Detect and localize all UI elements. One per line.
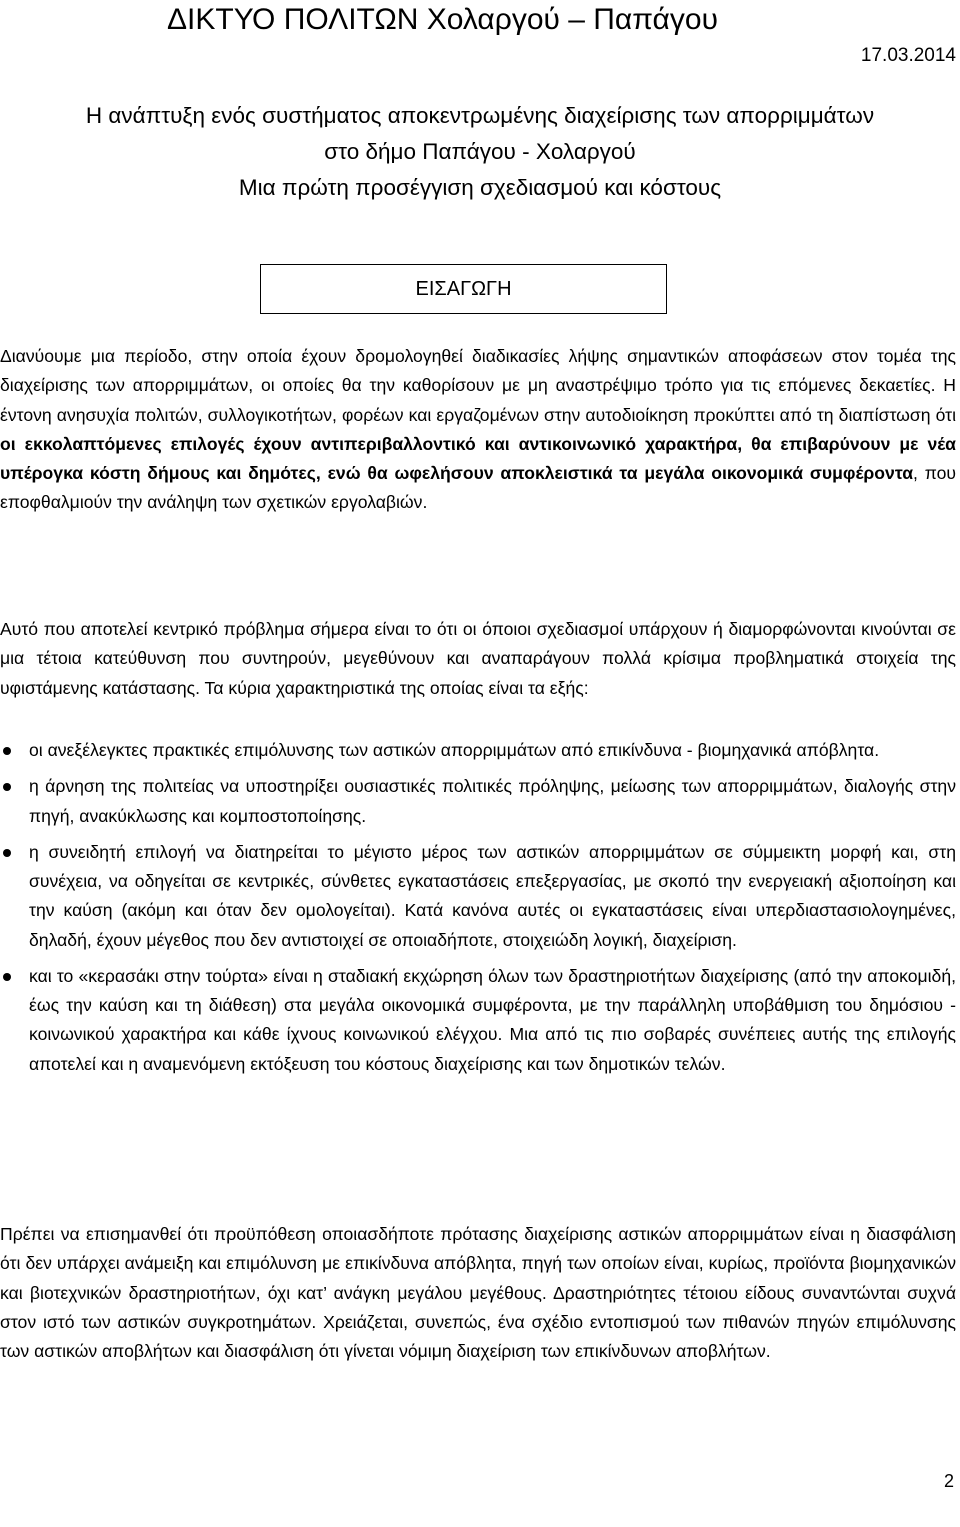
section-heading: ΕΙΣΑΓΩΓΗ <box>415 277 512 300</box>
bullet-icon <box>3 783 11 791</box>
page-number: 2 <box>943 1471 954 1491</box>
problem-paragraph: Αυτό που αποτελεί κεντρικό πρόβλημα σήμερα είναι το ότι οι όποιοι σχεδιασμοί υπάρχουν ή διαμορφώνονται κινούνται σε μια τέτοια κατεύθυνση που συντηρούν, μεγεθύνουν και αναπαράγουν πολλά κρίσιμα προβληματικά στοιχεία της υφιστάμενης κατάστασης. Τα κύρια χαρακτηριστικά της οποίας είναι τα εξής: <box>0 619 956 698</box>
intro-text-2: , που εποφθαλμιούν την ανάληψη των σχετικών εργολαβιών. <box>0 463 957 513</box>
document-title <box>0 98 960 206</box>
title-line-2: στο δήμο Παπάγου - Χολαργού <box>324 139 636 164</box>
bullet-icon <box>3 973 11 981</box>
org-title: ΔΙΚΤΥΟ ΠΟΛΙΤΩΝ Χολαργού – Παπάγου <box>167 3 718 36</box>
title-line-3: Μια πρώτη προσέγγιση σχεδιασμού και κόστους <box>238 175 722 200</box>
list-item-text: οι ανεξέλεγκτες πρακτικές επιμόλυνσης των αστικών απορριμμάτων από επικίνδυνα - βιομηχανικά απόβλητα. <box>29 740 880 760</box>
list-item <box>0 838 956 955</box>
section-heading-box <box>260 264 667 314</box>
intro-bold-text: οι εκκολαπτόμενες επιλογές έχουν αντιπεριβαλλοντικό και αντικοινωνικό χαρακτήρα, θα επιβαρύνουν με νέα υπέρογκα κόστη δήμους και δημότες, ενώ θα ωφελήσουν αποκλειστικά τα μεγάλα οικονομικά συμφέροντα <box>0 433 956 483</box>
list-item-text: η άρνηση της πολιτείας να υποστηρίξει ουσιαστικές πολιτικές πρόληψης, μείωσης των απορριμμάτων, διαλογής στην πηγή, ανακύκλωσης και κομποστοποίησης. <box>29 776 956 826</box>
list-item <box>0 962 956 1079</box>
document-date: 17.03.2014 <box>860 45 956 66</box>
list-item-text: και το «κερασάκι στην τούρτα» είναι η σταδιακή εκχώρηση όλων των δραστηριοτήτων διαχείρισης (από την αποκομιδή, έως την καύση και τη διάθεση) στα μεγάλα οικονομικά συμφέροντα, με την παράλληλη υποβάθμιση του δημόσιου - κοινωνικού χαρακτήρα και κάθε ίχνους κοινωνικού ελέγχου. Μια από τις πιο σοβαρές συνέπειες αυτής της επιλογής αποτελεί και η αναμενόμενη εκτόξευση του κόστους διαχείρισης και των δημοτικών τελών. <box>29 965 956 1074</box>
characteristics-list <box>0 736 956 1086</box>
bullet-icon <box>3 849 11 857</box>
list-item-text: η συνειδητή επιλογή να διατηρείται το μέγιστο μέρος των αστικών απορριμμάτων σε σύμμεικτη μορφή και, στη συνέχεια, να οδηγείται σε κεντρικές, σύνθετες εγκαταστάσεις επεξεργασίας, με σκοπό την ενεργειακή αξιοποίηση και την καύση (ακόμη και όταν δεν ομολογείται). Κατά κανόνα αυτές οι εγκαταστάσεις είναι υπερδιαστασιολογημένες, δηλαδή, έχουν μέγεθος που δεν αντιστοιχεί σε οποιαδήποτε, στοιχειώδη λογική, διαχείριση. <box>29 841 956 950</box>
list-item <box>0 736 956 765</box>
intro-text-1: Διανύουμε μια περίοδο, στην οποία έχουν δρομολογηθεί διαδικασίες λήψης σημαντικών αποφάσεων στον τομέα της διαχείρισης των απορριμμάτων, οι οποίες θα την καθορίσουν με μη αναστρέψιμο τρόπο για τις επόμενες δεκαετίες. Η έντονη ανησυχία πολιτών, συλλογικοτήτων, φορέων και εργαζομένων στην αυτοδιοίκηση προκύπτει από τη διαπίστωση ότι <box>0 346 956 425</box>
list-item <box>0 772 956 831</box>
title-line-1: Η ανάπτυξη ενός συστήματος αποκεντρωμένης διαχείρισης των απορριμμάτων <box>85 103 875 128</box>
bullet-icon <box>3 747 11 755</box>
intro-paragraph <box>0 342 956 518</box>
conclusion-paragraph: Πρέπει να επισημανθεί ότι προϋπόθεση οποιασδήποτε πρότασης διαχείρισης αστικών απορριμμάτων είναι η διασφάλιση ότι δεν υπάρχει ανάμειξη και επιμόλυνση με επικίνδυνα απόβλητα, πηγή των οποίων είναι, κυρίως, προϊόντα βιομηχανικών και βιοτεχνικών δραστηριοτήτων, όχι κατ’ ανάγκη μεγάλου μεγέθους. Δραστηριότητες τέτοιου είδους συναντώνται συχνά στον ιστό των αστικών συγκροτημάτων. Χρειάζεται, συνεπώς, ένα σχέδιο εντοπισμού των πιθανών πηγών επιμόλυνσης των αστικών αποβλήτων και διασφάλιση ότι γίνεται νόμιμη διαχείριση των επικίνδυνων αποβλήτων. <box>0 1224 956 1361</box>
